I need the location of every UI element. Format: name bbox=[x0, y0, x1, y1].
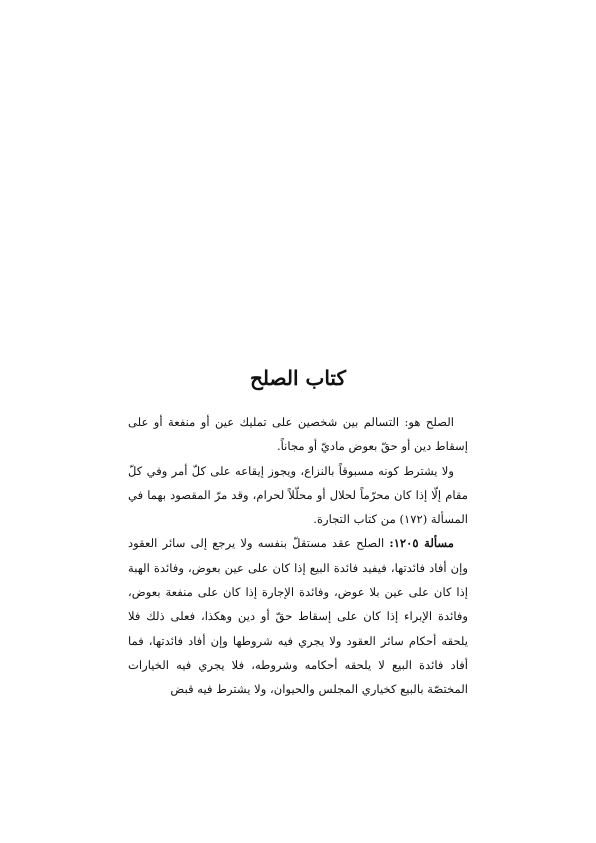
chapter-body bbox=[128, 410, 468, 702]
paragraph-conditions bbox=[128, 459, 468, 532]
chapter-title: كتاب الصلح bbox=[250, 366, 346, 390]
paragraph-issue-1205 bbox=[128, 531, 468, 701]
paragraph-definition bbox=[128, 410, 468, 459]
issue-number-label: مسألة ١٢٠٥: bbox=[389, 536, 454, 551]
paragraph-text: الصلح عقد مستقلّ بنفسه ولا يرجع إلى سائر العقود وإن أفاد فائدتها، فيفيد فائدة البيع إذا كان على عين بعوض، وفائدة الهبة إذا كان على عين بلا عوض، وفائدة الإجارة إذا كان على منفعة بعوض، وفائدة الإبراء إذا كان على إسقاط حقّ أو دين وهكذا، فعلى ذلك فلا يلحقه أحكام سائر العقود ولا يجري فيه شروطها وإن أفاد فائدتها، فما أفاد فائدة البيع لا يلحقه أحكامه وشروطه، فلا يجري فيه الخيارات المختصّة بالبيع كخياري المجلس والحيوان، ولا يشترط فيه قبض bbox=[128, 536, 468, 697]
paragraph-text: ولا يشترط كونه مسبوقاً بالنزاع، ويجوز إيقاعه على كلّ أمر وفي كلّ مقام إلّا إذا كان محرّماً لحلال أو محلّلاً لحرام، وقد مرّ المقصود بهما في المسألة (١٧٢) من كتاب التجارة. bbox=[128, 463, 468, 527]
paragraph-text: الصلح هو: التسالم بين شخصين على تمليك عين أو منفعة أو على إسقاط دين أو حقّ بعوض ماديّ أو مجاناً. bbox=[128, 415, 468, 454]
